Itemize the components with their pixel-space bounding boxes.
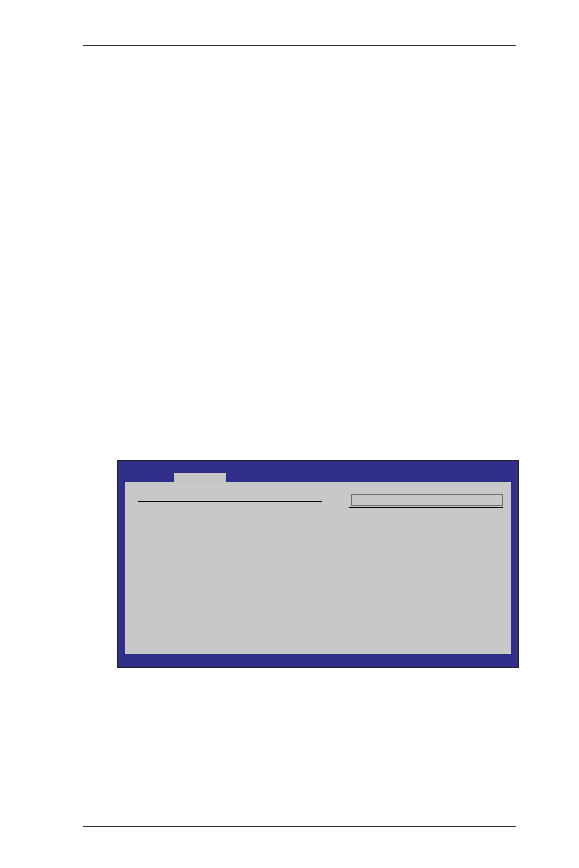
menu-divider [138,501,322,502]
header-rule [83,45,516,46]
options-header-box [351,494,503,506]
bios-panel [125,482,511,654]
tab-advanced [174,473,226,482]
options-divider [349,507,503,508]
footer-rule [83,826,516,827]
bios-screenshot [117,460,519,668]
